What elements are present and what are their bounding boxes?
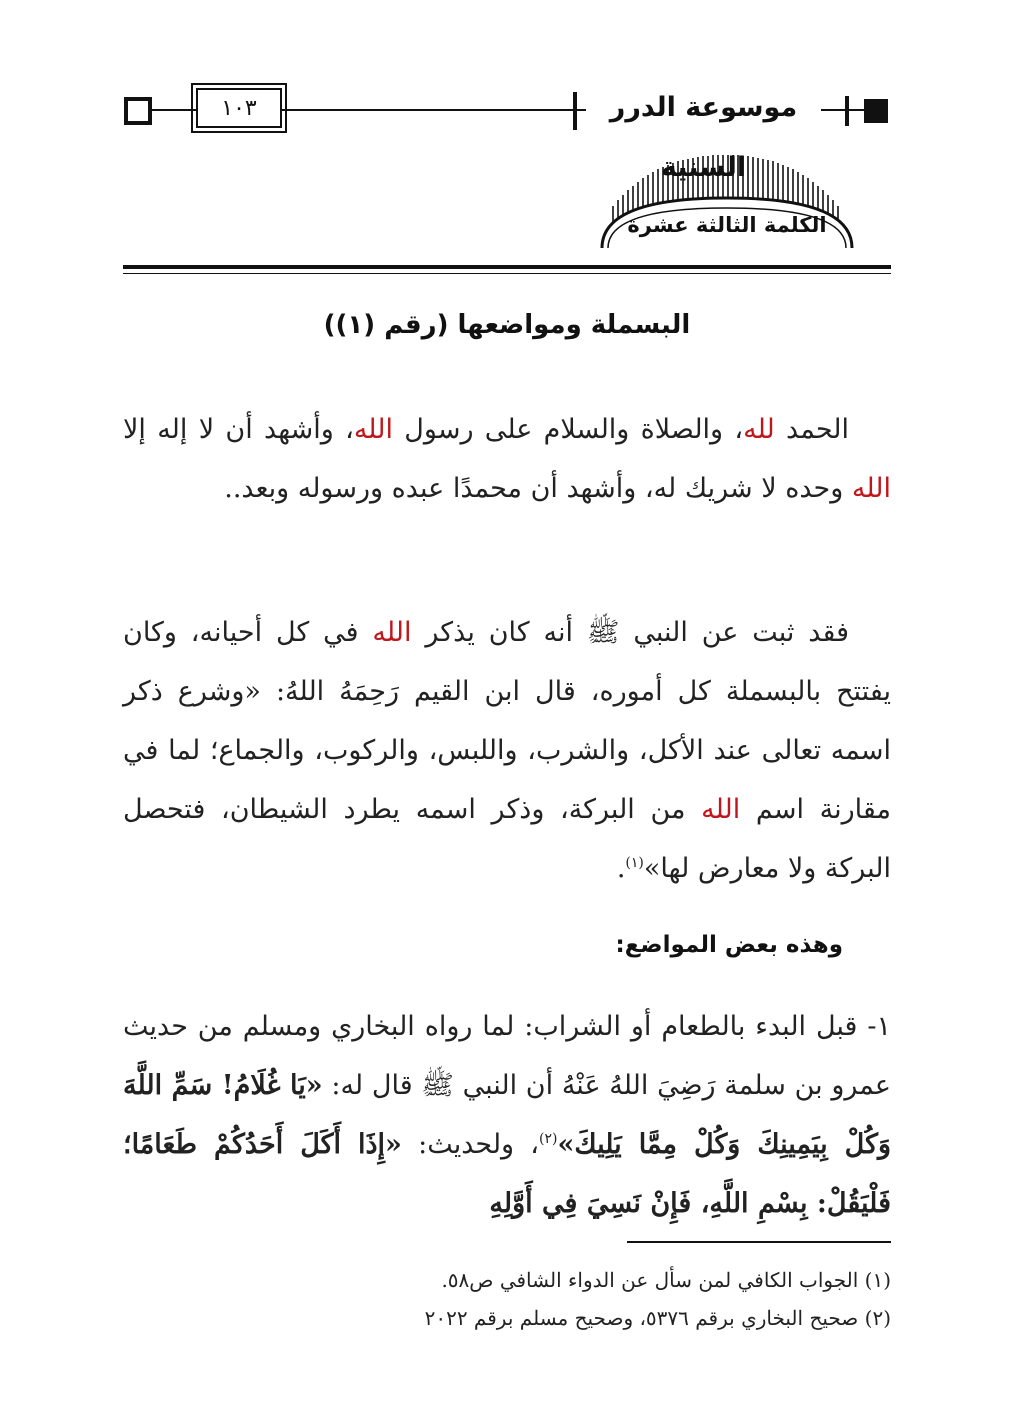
header-thin-rule [123, 273, 891, 274]
hadith-quote: «إِذَا أَكَلَ أَحَدُكُمْ طَعَامًا؛ فَلْيَقُلْ: بِسْمِ اللَّهِ، فَإِنْ نَسِيَ فِي أَوَّلِهِ [123, 1129, 891, 1219]
page-title: البسملة ومواضعها (رقم (١)) [323, 310, 691, 340]
highlight-allah: الله [353, 414, 393, 445]
text-run: ، وأشهد أن لا إله إلا [123, 414, 354, 445]
footnote-ref-2[interactable]: (٢) [539, 1131, 558, 1147]
text-run: ، والصلاة والسلام على رسول [392, 414, 744, 445]
footnote-ref-1[interactable]: (١) [625, 855, 644, 871]
text-run: ، ولحديث: [401, 1129, 539, 1160]
footnote-1: (١) الجواب الكافي لمن سأل عن الدواء الشافي ص٥٨. [441, 1268, 891, 1292]
section-subheading: وهذه بعض المواضع: [615, 932, 843, 958]
header-left-square-icon [124, 97, 152, 125]
text-run: ١- قبل البدء بالطعام أو الشراب: لما رواه البخاري ومسلم من حديث عمرو بن سلمة رَضِيَ اللهُ عَنْهُ أن النبي ﷺ قال له: [123, 1011, 891, 1101]
chapter-label: الكلمة الثالثة عشرة [627, 213, 827, 237]
highlight-allah: الله [701, 794, 741, 825]
text-run: وحده لا شريك له، وأشهد أن محمدًا عبده ورسوله وبعد.. [224, 473, 852, 504]
text-run: فقد ثبت عن النبي ﷺ أنه كان يذكر [411, 617, 850, 648]
footnote-2: (٢) صحيح البخاري برقم ٥٣٧٦، وصحيح مسلم برقم ٢٠٢٢ [424, 1306, 891, 1330]
highlight-allah: لله [743, 414, 775, 445]
header-right-bar [845, 96, 849, 126]
text-run: في كل أحيانه، وكان يفتتح بالبسملة كل أموره، قال ابن القيم رَحِمَهُ اللهُ: «وشرع ذكر اسمه تعالى عند الأكل، والشرب، واللبس، والركوب، والجماع؛ لما في مقارنة اسم [123, 617, 891, 825]
hadith-quote: «يَا غُلَامُ! سَمِّ اللَّهَ وَكُلْ بِيَمِينِكَ وَكُلْ مِمَّا يَلِيكَ» [123, 1070, 892, 1160]
series-title: موسوعة الدرر السنية [586, 78, 821, 138]
page-number: ١٠٣ [196, 88, 282, 128]
header-thick-rule [123, 265, 891, 269]
text-run: . [616, 853, 626, 884]
text-run: من البركة، وذكر اسمه يطرد الشيطان، فتحصل البركة ولا معارض لها» [123, 794, 891, 884]
list-item-1 [123, 997, 891, 1233]
footnote-rule [627, 1241, 891, 1243]
highlight-allah: الله [851, 473, 891, 504]
highlight-allah: الله [372, 617, 412, 648]
body-paragraph [123, 603, 891, 898]
intro-paragraph [123, 400, 891, 518]
text-run: الحمد [774, 414, 849, 445]
header-mid-bar [573, 92, 577, 130]
header-right-square-icon [864, 99, 888, 123]
